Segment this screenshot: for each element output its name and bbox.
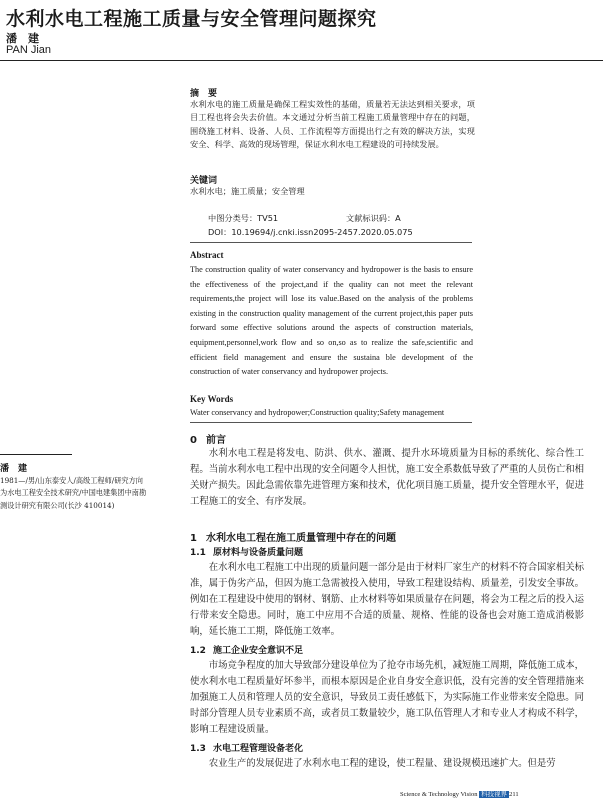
section-0-number: 0 [190,435,197,446]
subsection-1-1-heading [190,545,303,558]
sidebar-divider [0,454,72,455]
section-1-heading [190,529,396,544]
article-title: 水利水电工程施工质量与安全管理问题探究 [6,8,377,30]
keywords-divider [190,422,472,423]
author-name-cn: 潘 建 [6,32,39,45]
abstract-en-heading: Abstract [190,250,224,260]
section-0-heading [190,431,226,446]
subsection-1-2-number: 1.2 [190,646,206,656]
keywords-cn-heading: 关键词 [190,176,218,186]
title-divider [0,60,603,61]
document-code: 文献标识码：A [346,213,401,223]
subsection-1-3-number: 1.3 [190,744,206,754]
abstract-cn-heading: 摘 要 [190,89,218,99]
subsection-1-2-heading [190,643,303,656]
section-0-title: 前言 [205,435,226,446]
abstract-divider [190,242,472,243]
subsection-1-3-heading [190,741,303,754]
doi: DOI：10.19694/j.cnki.issn2095-2457.2020.05.075 [208,227,413,237]
sidebar-author-bio: 1981—/男/山东泰安人/高级工程师/研究方向为水电工程安全技术研究/中国电建集团中南勘测设计研究有限公司(长沙 410014) [0,476,147,510]
journal-name: Science & Technology Vision [400,791,478,798]
clc-number: 中图分类号：TV51 [208,213,279,223]
subsection-1-1-title: 原材料与设备质量问题 [212,548,303,558]
subsection-1-2-text: 市场竞争程度的加大导致部分建设单位为了抢夺市场先机，减短施工周期，降低施工成本，使水利水电工程质量好坏参半，而根本原因是企业自身安全意识低，没有完善的安全管理措施来加强施工人员和管理人员的安全意识，导致员工责任感低下，为实际施工作业带来安全隐患。同时部分管理人员专业素质不高，或者员工数量较少，施工队伍管理人才和专业人才构成不科学，影响工程建设质量。 [190,660,584,735]
keywords-cn: 水利水电；施工质量；安全管理 [190,186,305,196]
subsection-1-1-number: 1.1 [190,548,206,558]
subsection-1-3-text: 农业生产的发展促进了水利水电工程的建设，使工程量、建设规模迅速扩大。但是劳 [208,758,556,769]
subsection-1-3-title: 水电工程管理设备老化 [212,744,303,754]
page-footer [400,789,519,798]
section-0-text: 水利水电工程是将发电、防洪、供水、灌溉、提升水环境质量为目标的系统化、综合性工程。当前水利水电工程中出现的安全问题令人担忧，施工安全系数低导致了严重的人员伤亡和相关财产损失。因此急需依靠先进管理方案和技术，优化项目施工质量，提升安全管理水平，促进工程施工的安全、有序发展。 [190,448,584,507]
author-name-en: PAN Jian [6,44,52,56]
abstract-cn-text: 水利水电的施工质量是确保工程实效性的基础，质量若无法达到相关要求，项目工程也将会失去价值。本文通过分析当前工程施工质量管理中存在的问题，围绕施工材料、设备、人员、工作流程等方面提出行之有效的解决方法，实现安全、科学、高效的现场管理，保证水利水电工程建设的可持续发展。 [190,99,475,150]
sidebar-author-name: 潘 建 [0,464,28,474]
keywords-en: Water conservancy and hydropower;Construction quality;Safety management [190,408,445,417]
section-1-number: 1 [190,533,197,544]
subsection-1-2-title: 施工企业安全意识不足 [212,646,303,656]
section-1-title: 水利水电工程在施工质量管理中存在的问题 [205,533,396,544]
page-number: 211 [509,791,519,798]
journal-badge: 科技视界 [481,791,508,798]
abstract-en-text: The construction quality of water conservancy and hydropower is the basis to ensure the effectiveness of the project,and if the quality can not meet the relevant requirements,the project will lose its value.Based on the analysis of the problems existing in the construction quality management of the current project,this paper puts forward some effective solutions around the aspects of construction materials, equipment,personnel,work flow and so on,so as to realize the safe,scientific and efficient field management and ensure the sustaina ble development of the construction of water conservancy and hydropower projects. [190,265,473,377]
keywords-en-heading: Key Words [190,394,234,404]
subsection-1-1-text: 在水利水电工程施工中出现的质量问题一部分是由于材料厂家生产的材料不符合国家相关标准，属于伪劣产品，但因为施工急需被投入使用，导致工程建设结构、质量差，引发安全事故。例如在工程建设中使用的钢材、钢筋、止水材料等如果质量存在问题，将会为工程之后的投入运行带来安全隐患。同时，施工中应用不合适的质量、规格、性能的设备也会对施工造成消极影响，延长施工工期，降低施工效率。 [190,562,584,637]
